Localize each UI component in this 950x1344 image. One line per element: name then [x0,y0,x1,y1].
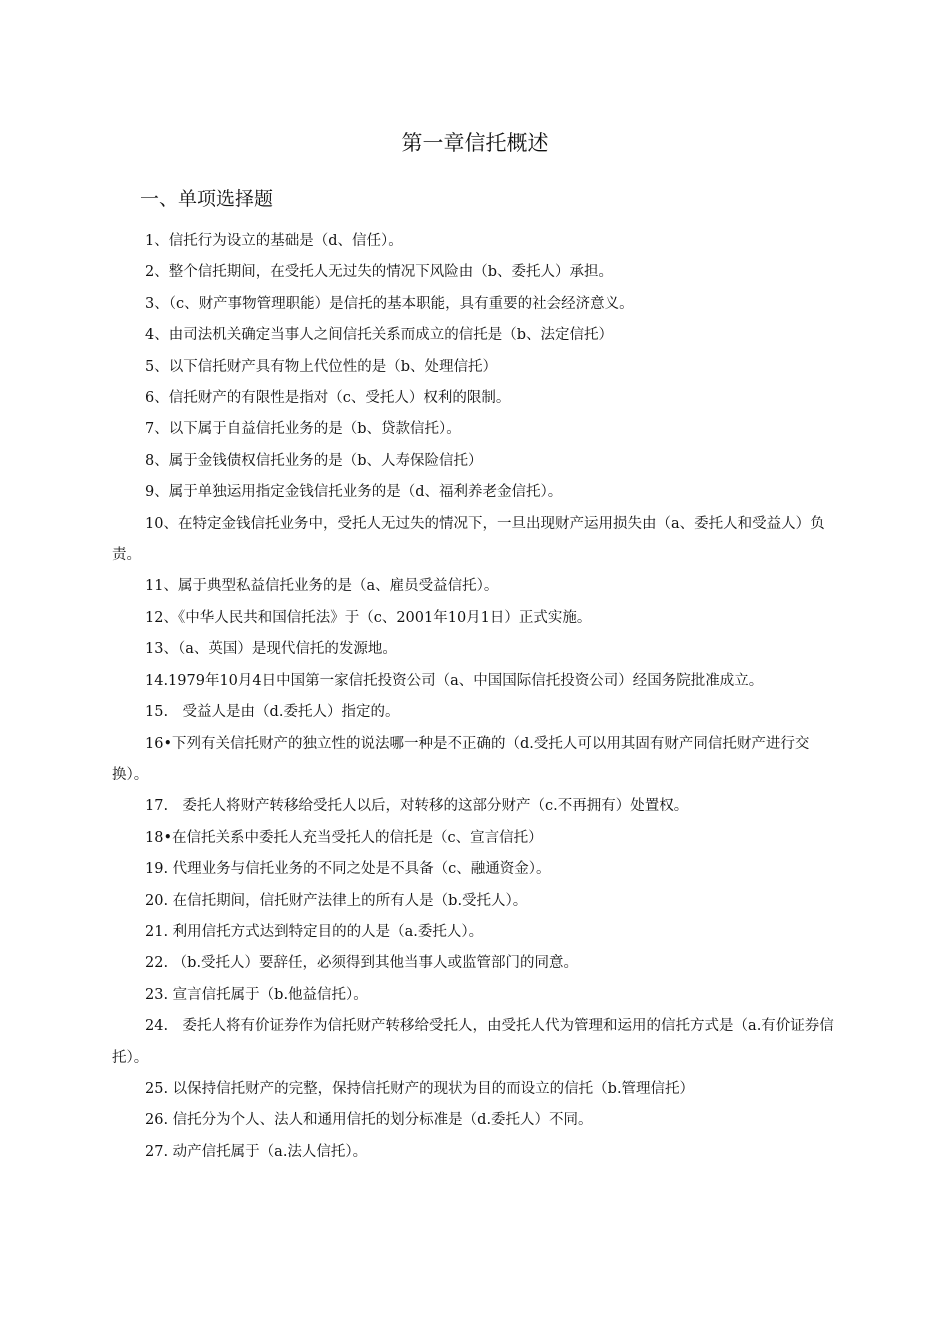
question-item: 16•下列有关信托财产的独立性的说法哪一种是不正确的（d.受托人可以用其固有财产同信托财产进行交换）。 [112,735,810,783]
chapter-title: 第一章信托概述 [401,131,549,155]
question-item: 26. 信托分为个人、法人和通用信托的划分标准是（d.委托人）不同。 [145,1112,593,1129]
question-item: 18•在信托关系中委托人充当受托人的信托是（c、宣言信托） [145,829,543,846]
question-item: 25. 以保持信托财产的完整，保持信托财产的现状为目的而设立的信托（b.管理信托） [145,1080,695,1097]
question-item: 2、整个信托期间，在受托人无过失的情况下风险由（b、委托人）承担。 [145,264,614,281]
question-item: 10、在特定金钱信托业务中，受托人无过失的情况下，一旦出现财产运用损失由（a、委托人和受益人）负责。 [112,515,825,564]
question-item: 27. 动产信托属于（a.法人信托）。 [145,1143,368,1160]
question-item: 9、属于单独运用指定金钱信托业务的是（d、福利养老金信托）。 [145,484,563,501]
question-item: 22. （b.受托人）要辞任，必须得到其他当事人或监管部门的同意。 [145,955,579,972]
question-item: 3、（c、财产事物管理职能）是信托的基本职能，具有重要的社会经济意义。 [145,295,634,312]
question-item: 24. 委托人将有价证券作为信托财产转移给受托人，由受托人代为管理和运用的信托方式是（a.有价证券信托）。 [112,1018,834,1066]
question-item: 20. 在信托期间，信托财产法律上的所有人是（b.受托人）。 [145,892,528,909]
question-item: 1、信托行为设立的基础是（d、信任）。 [145,233,403,249]
question-item: 11、属于典型私益信托业务的是（a、雇员受益信托）。 [145,578,499,595]
section-heading: 一、单项选择题 [140,188,274,210]
question-item: 8、属于金钱债权信托业务的是（b、人寿保险信托） [145,452,483,469]
question-item: 17. 委托人将财产转移给受托人以后，对转移的这部分财产（c.不再拥有）处置权。 [145,798,689,815]
question-item: 13、（a、英国）是现代信托的发源地。 [145,641,397,658]
question-list [112,226,840,1168]
question-item: 23. 宣言信托属于（b.他益信托）。 [145,986,368,1003]
question-item: 21. 利用信托方式达到特定目的的人是（a.委托人）。 [145,923,484,940]
question-item: 6、信托财产的有限性是指对（c、受托人）权利的限制。 [145,390,511,407]
question-item: 5、以下信托财产具有物上代位性的是（b、处理信托） [145,358,498,375]
question-item: 12、《中华人民共和国信托法》于（c、2001年10月1日）正式实施。 [145,609,592,626]
question-item: 15. 受益人是由（d.委托人）指定的。 [145,704,400,721]
question-item: 7、以下属于自益信托业务的是（b、贷款信托）。 [145,421,461,438]
question-item: 19. 代理业务与信托业务的不同之处是不具备（c、融通资金）。 [145,861,551,878]
question-item: 14.1979年10月4日中国第一家信托投资公司（a、中国国际信托投资公司）经国务院批准成立。 [145,672,764,689]
question-item: 4、由司法机关确定当事人之间信托关系而成立的信托是（b、法定信托） [145,327,614,344]
